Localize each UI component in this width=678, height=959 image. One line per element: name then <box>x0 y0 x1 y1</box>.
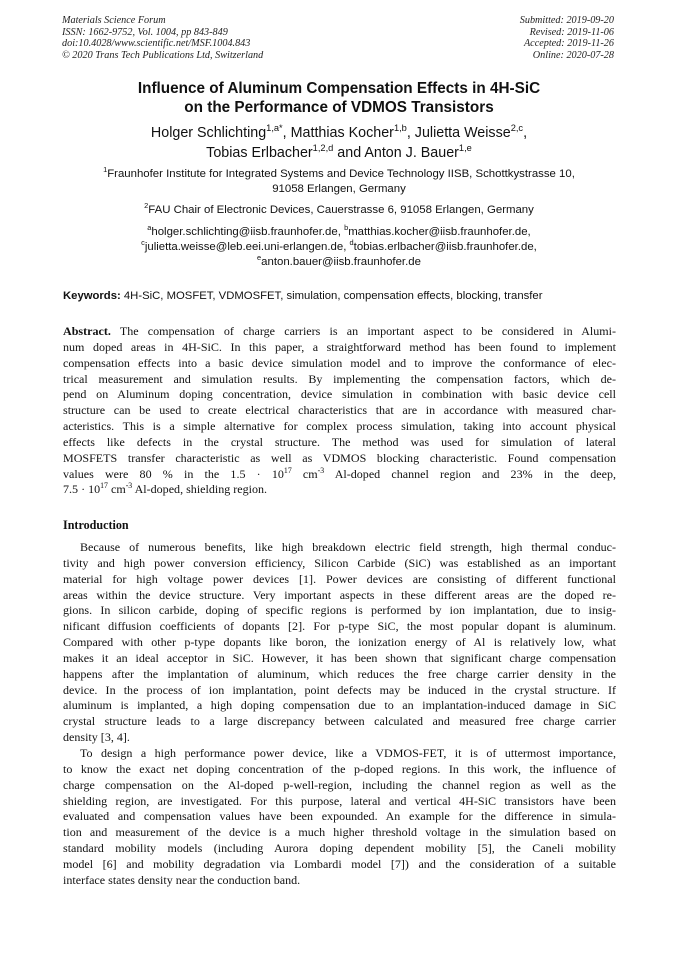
introduction-body <box>63 540 616 889</box>
abstract <box>63 324 616 498</box>
body-line: density [3, 4]. <box>63 730 130 745</box>
abstract-line <box>63 467 616 483</box>
body-line: nificant diffusion coefficients of dopants [2]. For p-type SiC, the most popular dopant is aluminum. <box>63 619 616 634</box>
affil-text: Fraunhofer Institute for Integrated Systems and Device Technology IISB, Schottkystrasse 10, <box>107 168 575 180</box>
dates-header <box>520 15 614 61</box>
keywords <box>63 289 619 304</box>
body-line: Compared with other p-type dopants like boron, the ionization energy of Al is relatively low, what <box>63 635 616 650</box>
abstract-line: num doped areas in 4H-SiC. In this paper, a straightforward method has been found to implement <box>63 339 616 354</box>
body-line: device. In the process of ion implantation, point defects may be induced in the crystal structure. If <box>63 682 616 697</box>
keywords-text: 4H-SiC, MOSFET, VDMOSFET, simulation, compensation effects, blocking, transfer <box>120 290 543 302</box>
body-line: gions. In silicon carbide, doping of specific regions is performed by ion implantation, due to insig- <box>63 603 616 618</box>
abstract-text: 7.5 · 10 <box>63 482 101 497</box>
body-line: crystal structure leads to a large discrepancy between calculated and measured free charge carrier <box>63 714 616 729</box>
abstract-text: cm <box>291 466 318 481</box>
author-affil-mark: 1,e <box>458 143 472 154</box>
doi-link[interactable]: doi:10.4028/www.scientific.net/MSF.1004.843 <box>62 38 251 50</box>
exponent: 17 <box>283 465 292 475</box>
body-line: aluminum is implanted, a high doping compensation due to an implantation-induced damage in SiC <box>63 698 616 713</box>
email-mark: a <box>147 223 152 233</box>
separator: , <box>406 125 415 141</box>
separator: , <box>523 125 528 141</box>
keywords-label: Keywords: <box>63 290 121 302</box>
body-line: tivity and high power conversion efficiency, Silicon Carbide (SiC) was established as an important <box>63 555 616 570</box>
body-line: evaluated and compensation values have been expounded. An example for the difference in simula- <box>63 809 616 824</box>
abstract-label: Abstract. <box>63 324 111 338</box>
author-name: Holger Schlichting <box>150 125 267 141</box>
body-line: makes it an ideal acceptor in SiC. However, it has been shown that significant charge compensation <box>63 650 616 665</box>
paper-title <box>60 79 618 117</box>
body-line: model [6] and mobility degradation via Lombardi model [7]) and the consideration of a suitable <box>63 856 616 871</box>
exponent: 17 <box>100 481 108 491</box>
title-line: on the Performance of VDMOS Transistors <box>184 99 494 116</box>
abstract-line: acteristics. This is a simple alternative for complex process simulation, taking into account physical <box>63 419 616 434</box>
author-affil-mark: 1,b <box>393 123 407 134</box>
email-link[interactable]: tobias.erlbacher@iisb.fraunhofer.de, <box>353 241 537 253</box>
body-line: To design a high performance power device, like a VDMOS-FET, it is of uttermost importance, <box>80 745 616 760</box>
section-heading: Introduction <box>63 518 129 532</box>
email-link[interactable]: julietta.weisse@leb.eei.uni-erlangen.de, <box>144 241 350 253</box>
title-line: Influence of Aluminum Compensation Effects in 4H-SiC <box>137 80 541 97</box>
abstract-line: effects like defects in the crystal structure. The method was used for simulation of lateral <box>63 434 616 449</box>
revised-date: Revised: 2019-11-06 <box>529 26 614 38</box>
body-line: Because of numerous benefits, like high breakdown electric field strength, high thermal conduc- <box>80 540 616 554</box>
affil-text: 91058 Erlangen, Germany <box>272 183 406 195</box>
author-list <box>60 123 618 163</box>
affiliation-2 <box>60 203 618 218</box>
author-affil-mark: 1,2,d <box>312 143 334 154</box>
abstract-text: values were 80 % in the 1.5 · 10 <box>63 466 284 481</box>
author-name: Matthias Kocher <box>290 125 394 141</box>
email-link[interactable]: holger.schlichting@iisb.fraunhofer.de, <box>151 226 345 238</box>
journal-name: Materials Science Forum <box>62 15 166 26</box>
journal-header <box>62 15 263 61</box>
exponent: -3 <box>317 465 325 475</box>
author-affil-mark: 1,a* <box>266 123 283 134</box>
abstract-text: The compensation of charge carriers is an important aspect to be considered in Alumi- <box>110 324 616 338</box>
author-affil-mark: 2,c <box>510 123 524 134</box>
body-line: tion and measurement of the device is a much higher threshold voltage in the simulation based on <box>63 825 616 840</box>
body-line: shielding region, are investigated. For this purpose, lateral and vertical 4H-SiC transistors have been <box>63 793 616 808</box>
affiliation-1 <box>60 167 618 197</box>
exponent: -3 <box>125 481 133 491</box>
body-line: areas within the device structure. Very important aspects in these different areas are the doped re- <box>63 587 616 602</box>
affil-number: 2 <box>144 201 149 211</box>
abstract-text: cm <box>107 482 126 497</box>
body-line: material for high voltage power devices [1]. Power devices are consisting of different functional <box>63 571 616 586</box>
body-line: charge compensation on the Al-doped p-well-region, including the channel region as well as the <box>63 777 616 792</box>
body-line: interface states density near the conduction band. <box>63 872 301 887</box>
abstract-line: compensation effects into a basic device simulation model and to improve the conformance of elec- <box>63 355 616 370</box>
affil-number: 1 <box>103 165 108 175</box>
abstract-line <box>63 324 616 340</box>
body-line: happens after the implantation of aluminum, which reduces the free charge carrier density in the <box>63 666 616 681</box>
email-mark: c <box>141 238 145 248</box>
abstract-text: Al-doped channel region and 23% in the deep, <box>324 466 617 481</box>
abstract-line: trical measurement and simulation results. By implementing the compensation factors, which de- <box>63 371 616 386</box>
email-mark: e <box>257 253 262 263</box>
abstract-line: structure can be used to create electrical characteristics that are in accordance with measured char- <box>63 403 616 418</box>
affil-text: FAU Chair of Electronic Devices, Cauerstrasse 6, 91058 Erlangen, Germany <box>148 204 534 216</box>
abstract-line <box>63 482 616 498</box>
email-link[interactable]: matthias.kocher@iisb.fraunhofer.de, <box>348 226 531 238</box>
accepted-date: Accepted: 2019-11-26 <box>523 38 614 50</box>
abstract-text: Al-doped, shielding region. <box>132 482 268 497</box>
separator: , <box>282 125 291 141</box>
author-name: Tobias Erlbacher <box>206 145 313 161</box>
submitted-date: Submitted: 2019-09-20 <box>519 15 614 26</box>
body-line: to know the exact net doping concentration of the p-doped regions. In this work, the influence of <box>63 761 616 776</box>
abstract-line: pend on Aluminum doping concentration, device simulation in combination with basic device cell <box>63 387 616 402</box>
abstract-line: MOSFETS transfer characteristic as well as VDMOS blocking characteristic. Found compensation <box>63 450 616 465</box>
separator: and <box>333 145 365 161</box>
issn-line: ISSN: 1662-9752, Vol. 1004, pp 843-849 <box>62 26 228 38</box>
email-link[interactable]: anton.bauer@iisb.fraunhofer.de <box>261 256 421 268</box>
author-name: Anton J. Bauer <box>364 145 459 161</box>
email-mark: d <box>349 238 354 248</box>
copyright-line: © 2020 Trans Tech Publications Ltd, Switzerland <box>62 49 264 61</box>
email-list <box>60 225 618 270</box>
email-mark: b <box>344 223 349 233</box>
body-line: standard mobility models (including Aurora doping dependent mobility [5], the Caneli mobility <box>63 841 616 856</box>
online-date: Online: 2020-07-28 <box>532 49 614 61</box>
author-name: Julietta Weisse <box>414 125 511 141</box>
